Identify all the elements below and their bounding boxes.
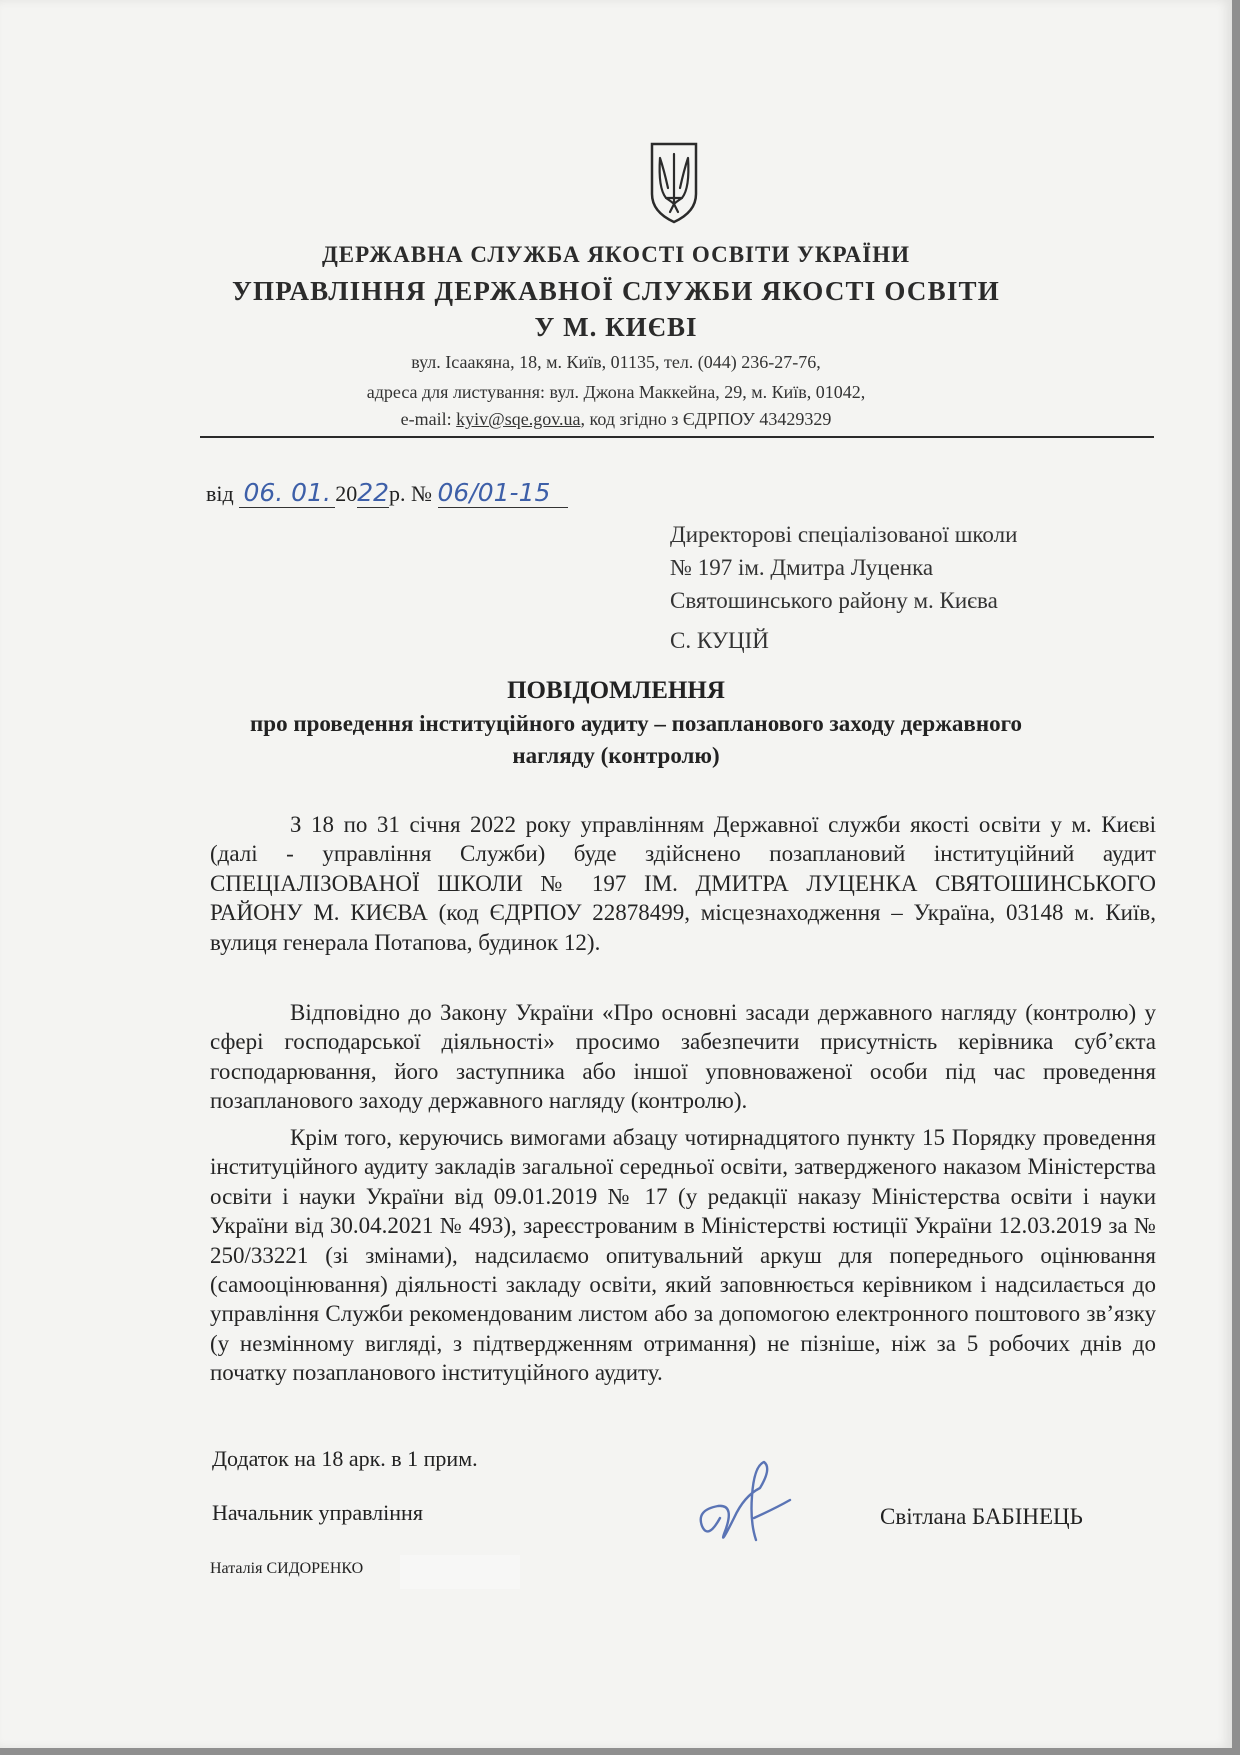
year-suffix: р. № xyxy=(389,481,433,506)
email-line: e-mail: kyiv@sqe.gov.ua, код згідно з ЄДРПОУ 43429329 xyxy=(400,409,832,429)
header-line-3: У М. КИЄВІ xyxy=(534,312,698,342)
body-paragraph-2: Відповідно до Закону України «Про основні засади державного нагляду (контролю) у сфері господарської діяльності» просимо забезпечити присутність керівника суб’єкта господарювання, його заступника або іншої уповноваженої особи під час проведення позапланового заходу державного нагляду (контролю). xyxy=(210,1000,1156,1114)
document-subtitle-1: про проведення інституційного аудиту – позапланового заходу державного xyxy=(250,711,1022,736)
header-line-1: ДЕРЖАВНА СЛУЖБА ЯКОСТІ ОСВІТИ УКРАЇНИ xyxy=(321,242,910,267)
document-title: ПОВІДОМЛЕННЯ xyxy=(507,677,725,704)
trident-coat-of-arms-icon xyxy=(648,140,700,224)
recipient-line-2: № 197 ім. Дмитра Луценка xyxy=(670,555,934,580)
handwritten-date: 06. 01. xyxy=(239,478,335,508)
handwritten-year: 22 xyxy=(357,478,390,507)
email-link[interactable]: kyiv@sqe.gov.ua xyxy=(456,409,581,429)
address-line-2: адреса для листування: вул. Джона Маккейна, 29, м. Київ, 01042, xyxy=(366,382,866,402)
recipient-name: С. КУЦІЙ xyxy=(670,628,769,653)
redacted-phone-area xyxy=(400,1555,520,1589)
signer-position: Начальник управління xyxy=(212,1500,423,1525)
header-divider xyxy=(200,436,1154,438)
handwritten-number: 06/01-15 xyxy=(438,478,568,508)
date-number-line xyxy=(206,478,568,508)
year-prefix: 20 xyxy=(335,481,358,506)
date-label: від xyxy=(206,481,234,506)
body-paragraph-3: Крім того, керуючись вимогами абзацу чотирнадцятого пункту 15 Порядку проведення інституційного аудиту закладів загальної середньої освіти, затвердженого наказом Міністерства освіти і науки України від 09.01.2019 № 17 (у редакції наказу Міністерства освіти і науки України від 30.04.2021 № 493), зареєстрованим в Міністерстві юстиції України 12.03.2019 за № 250/33221 (зі змінами), надсилаємо опитувальний аркуш для попереднього оцінювання (самооцінювання) діяльності закладу освіти, який заповнюється керівником і надсилається до управління Служби рекомендованим листом або за допомогою електронного поштового зв’язку (у незмінному вигляді, з підтвердженням отримання) не пізніше, ніж за 5 робочих днів до початку позапланового інституційного аудиту. xyxy=(210,1125,1156,1386)
body-paragraph-1: З 18 по 31 січня 2022 року управлінням Державної служби якості освіти у м. Києві (далі - управління Служби) буде здійснено позаплановий інституційний аудит СПЕЦІАЛІЗОВАНОЇ ШКОЛИ № 197 ІМ. ДМИТРА ЛУЦЕНКА СВЯТОШИНСЬКОГО РАЙОНУ М. КИЄВА (код ЄДРПОУ 22878499, місцезнаходження – Україна, 03148 м. Київ, вулиця генерала Потапова, будинок 12). xyxy=(210,812,1156,955)
recipient-line-1: Директорові спеціалізованої школи xyxy=(670,522,1018,547)
recipient-line-3: Святошинського району м. Києва xyxy=(670,588,998,613)
attachment-note: Додаток на 18 арк. в 1 прим. xyxy=(212,1446,478,1471)
executor-name: Наталія СИДОРЕНКО xyxy=(210,1560,364,1577)
signer-name: Світлана БАБІНЕЦЬ xyxy=(880,1504,1083,1529)
document-subtitle-2: нагляду (контролю) xyxy=(512,743,720,768)
address-line-1: вул. Ісаакяна, 18, м. Київ, 01135, тел. (044) 236-27-76, xyxy=(411,352,821,372)
header-line-2: УПРАВЛІННЯ ДЕРЖАВНОЇ СЛУЖБИ ЯКОСТІ ОСВІТИ xyxy=(232,276,1000,306)
handwritten-signature-icon xyxy=(690,1448,810,1558)
